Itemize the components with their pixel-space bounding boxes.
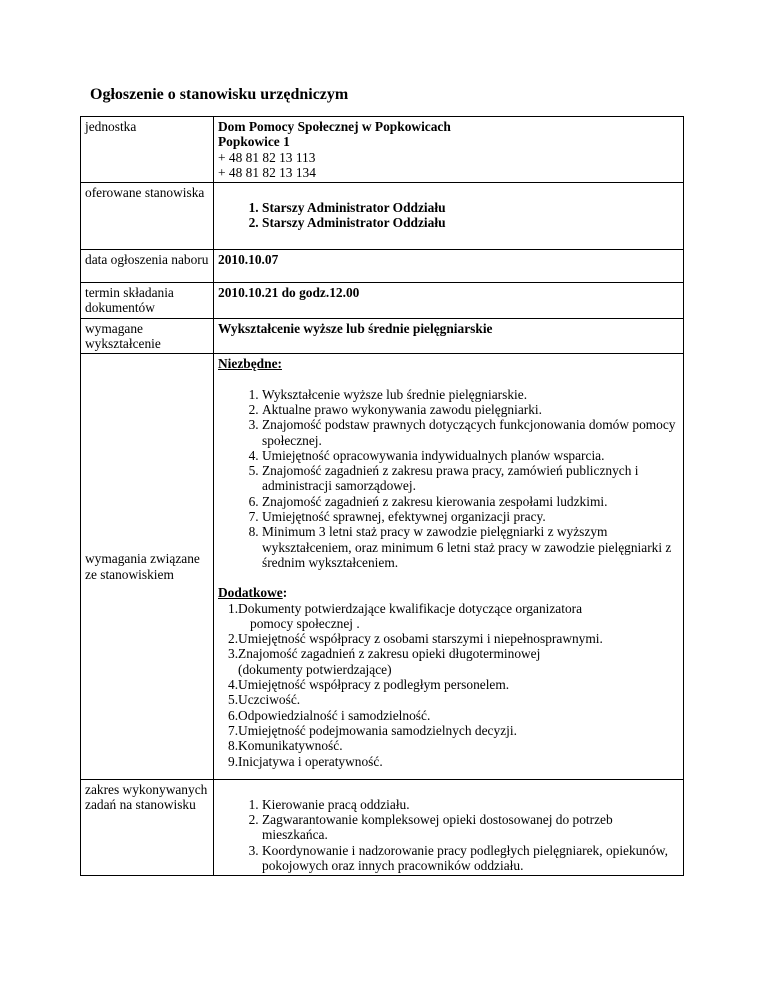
extra-heading-colon: : — [282, 585, 288, 601]
label-stanowiska: oferowane stanowiska — [81, 183, 214, 250]
label-zakres: zakres wykonywanych zadań na stanowisku — [81, 779, 214, 875]
label-wyksztalcenie: wymagane wykształcenie — [81, 318, 214, 354]
value-jednostka — [214, 117, 684, 183]
label-termin: termin składania dokumentów — [81, 283, 214, 319]
label-wymagania — [81, 354, 214, 779]
extra-item: 8.Komunikatywność. — [228, 738, 343, 754]
extra-item: 2.Umiejętność współpracy z osobami starszymi i niepełnosprawnymi. — [228, 631, 603, 647]
required-item: 3. Znajomość podstaw prawnych dotyczących funkcjonowania domów pomocy społecznej. — [262, 417, 679, 448]
position-item: 2. Starszy Administrator Oddziału — [262, 215, 679, 230]
extra-item: 7.Umiejętność podejmowania samodzielnych decyzji. — [228, 722, 517, 738]
required-item: 8. Minimum 3 letni staż pracy w zawodzie pielęgniarki z wyższym wykształceniem, oraz minimum 6 letni staż pracy w zawodzie pielęgniarki z średnim wykształceniem. — [262, 524, 679, 570]
row-wyksztalcenie — [81, 318, 684, 354]
value-data: 2010.10.07 — [214, 250, 684, 283]
extra-heading-line — [218, 585, 679, 600]
page-title: Ogłoszenie o stanowisku urzędniczym — [90, 86, 349, 103]
positions-list — [218, 200, 679, 231]
extra-item-continuation: pomocy społecznej . — [250, 615, 360, 631]
announcement-table — [80, 116, 684, 876]
required-item: 5. Znajomość zagadnień z zakresu prawa pracy, zamówień publicznych i administracji samorządowej. — [262, 463, 679, 494]
phone-2: + 48 81 82 13 134 — [218, 164, 316, 180]
value-zakres — [214, 779, 684, 875]
row-data-ogloszenia — [81, 250, 684, 283]
position-item: 1. Starszy Administrator Oddziału — [262, 200, 679, 215]
required-item: 6. Znajomość zagadnień z zakresu kierowania zespołami ludzkimi. — [262, 494, 679, 509]
row-jednostka — [81, 117, 684, 183]
extra-item: 5.Uczciwość. — [228, 692, 301, 708]
required-heading: Niezbędne: — [218, 356, 282, 372]
required-item: 7. Umiejętność sprawnej, efektywnej organizacji pracy. — [262, 509, 679, 524]
task-item: 1. Kierowanie pracą oddziału. — [262, 797, 679, 812]
value-wyksztalcenie: Wykształcenie wyższe lub średnie pielęgniarskie — [214, 318, 684, 354]
label-jednostka: jednostka — [81, 117, 214, 183]
extra-item: 6.Odpowiedzialność i samodzielność. — [228, 707, 431, 723]
task-item: 2. Zagwarantowanie kompleksowej opieki dostosowanej do potrzeb mieszkańca. — [262, 812, 679, 843]
label-data: data ogłoszenia naboru — [81, 250, 214, 283]
value-termin: 2010.10.21 do godz.12.00 — [214, 283, 684, 319]
task-item: 3. Koordynowanie i nadzorowanie pracy podległych pielęgniarek, opiekunów, pokojowych oraz innych pracowników oddziału. — [262, 843, 679, 874]
row-zakres — [81, 779, 684, 875]
extra-item: 3.Znajomość zagadnień z zakresu opieki długoterminowej — [228, 646, 541, 662]
required-item: 1. Wykształcenie wyższe lub średnie pielęgniarskie. — [262, 387, 679, 402]
required-list — [218, 387, 679, 571]
institution-name: Dom Pomocy Społecznej w Popkowicach — [218, 119, 451, 134]
extra-item-continuation: (dokumenty potwierdzające) — [238, 661, 392, 677]
row-termin — [81, 283, 684, 319]
label-wymagania-text: wymagania związane ze stanowiskiem — [85, 551, 200, 582]
required-item: 4. Umiejętność opracowywania indywidualnych planów wsparcia. — [262, 448, 679, 463]
extra-heading: Dodatkowe — [218, 585, 283, 601]
extra-item: 9.Inicjatywa i operatywność. — [228, 753, 383, 769]
extra-list — [218, 601, 679, 769]
institution-address: Popkowice 1 — [218, 134, 290, 150]
row-wymagania — [81, 354, 684, 779]
value-wymagania — [214, 354, 684, 779]
tasks-list — [218, 797, 679, 873]
phone-1: + 48 81 82 13 113 — [218, 149, 316, 165]
extra-item: 4.Umiejętność współpracy z podległym personelem. — [228, 677, 510, 693]
row-stanowiska — [81, 183, 684, 250]
extra-item: 1.Dokumenty potwierdzające kwalifikacje dotyczące organizatora — [228, 600, 583, 616]
required-item: 2. Aktualne prawo wykonywania zawodu pielęgniarki. — [262, 402, 679, 417]
value-stanowiska — [214, 183, 684, 250]
